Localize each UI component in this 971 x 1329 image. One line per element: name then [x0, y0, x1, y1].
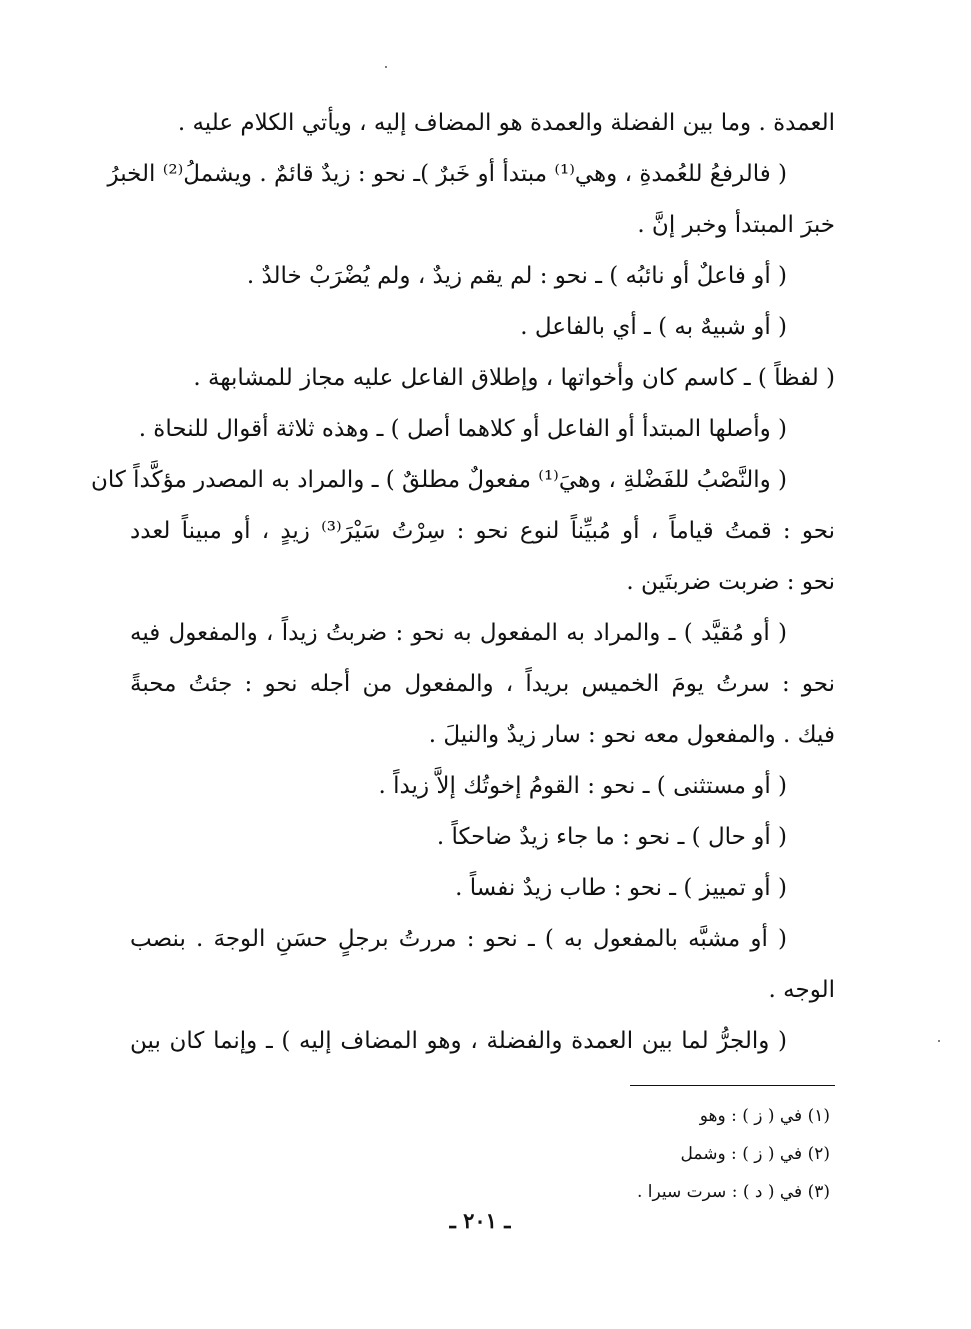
footnote: (٣) في ( د ) : سرت سيرا . [636, 1182, 830, 1202]
text-line: نحو : سرتُ يومَ الخميس بريداً ، والمفعول من أجله نحو : جئتُ محبةً [130, 671, 835, 697]
text-line: خبرَ المبتدأ وخبر إنَّ . [637, 212, 835, 238]
main-text [91, 98, 835, 1067]
text-line: الوجه . [768, 977, 835, 1003]
text-line: ( لفظاً ) ـ كاسم كان وأخواتها ، وإطلاق الفاعل عليه مجاز للمشابهة . [193, 365, 835, 391]
footnotes [430, 1097, 830, 1211]
text-line: ( أو حال ) ـ نحو : ما جاء زيدٌ ضاحكاً . [436, 824, 787, 850]
footnote-divider [630, 1085, 835, 1086]
text-line: ( أو تمييز ) ـ نحو : طاب زيدٌ نفساً . [455, 875, 787, 901]
text-line: نحو : قمتُ قياماً ، أو مُبيِّناً لنوع نحو : سِرْتُ سَيْرَ⁽³⁾ زيدٍ ، أو مبيناً لعدد [130, 518, 835, 544]
text-line: نحو : ضربت ضربتَين . [626, 569, 835, 595]
scan-speck [938, 1040, 940, 1042]
text-line: ( أو مستثنى ) ـ نحو : القومُ إخوتُك إلاَّ زيداً . [378, 773, 787, 799]
text-line: العمدة . وما بين الفضلة والعمدة هو المضاف إليه ، ويأتي الكلام عليه . [177, 110, 835, 136]
scan-speck [385, 66, 387, 68]
page-number: ـ ٢٠١ ـ [449, 1208, 511, 1233]
footnote: (١) في ( ز ) : وهو [699, 1106, 830, 1126]
text-line: ( والجرُّ لما بين العمدة والفضلة ، وهو المضاف إليه ) ـ وإنما كان بين [130, 1028, 787, 1054]
footnote: (٢) في ( ز ) : وشمل [680, 1144, 830, 1164]
text-line: ( أو مُقيَّد ) ـ والمراد به المفعول به نحو : ضربتُ زيداً ، والمفعول فيه [130, 620, 787, 646]
text-line: فيك . والمفعول معه نحو : سار زيدٌ والنيلَ . [428, 722, 835, 748]
text-line: ( أو مشبَّه بالمفعول به ) ـ نحو : مررتُ برجلٍ حسَنِ الوجهَ . بنصب [130, 926, 787, 952]
text-line: ( أو فاعلٌ أو نائبُه ) ـ نحو : لم يقم زيدٌ ، ولم يُضْرَبْ خالدٌ . [246, 263, 787, 289]
text-line: ( وأصلها المبتدأ أو الفاعل أو كلاهما أصل ) ـ وهذه ثلاثة أقوال للنحاة . [138, 416, 787, 442]
text-line: ( والنَّصْبُ للفَضْلةِ ، وهيَ⁽¹⁾ مفعولٌ مطلقٌ ) ـ والمراد به المصدر مؤكَّداً كان [91, 467, 787, 493]
text-line: ( فالرفعُ للعُمدةِ ، وهي⁽¹⁾ مبتدأ أو خَبرٌ )ـ نحو : زيدٌ قائمٌ . ويشملُ⁽²⁾ الخبرُ [107, 161, 787, 187]
text-line: ( أو شبيهٌ به ) ـ أي بالفاعل . [520, 314, 787, 340]
